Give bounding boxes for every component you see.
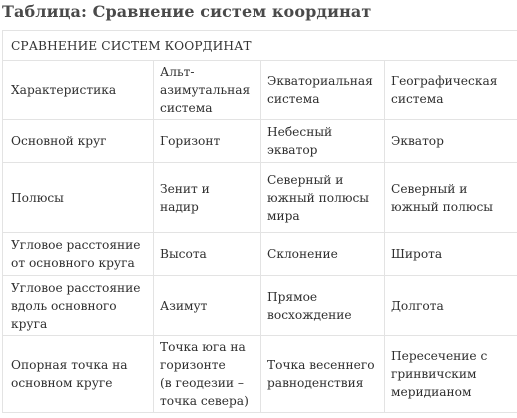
table-cell: Пересечение с гринвичским меридианом [385, 336, 517, 413]
table-row [3, 120, 517, 163]
table-row [3, 233, 517, 276]
table-cell: Высота [154, 233, 261, 276]
table-cell: Опорная точка на основном круге [3, 336, 154, 413]
table-cell: Горизонт [154, 120, 261, 163]
header-cell-altazimuth: Альт- азимутальная система [154, 61, 261, 120]
table-cell: Долгота [385, 276, 517, 336]
table-cell: Небесный экватор [261, 120, 385, 163]
header-cell-geographic: Географическая система [385, 61, 517, 120]
table-cell: Широта [385, 233, 517, 276]
table-cell: Точка юга на горизонте (в геодезии – точка севера) [154, 336, 261, 413]
table-cell: Экватор [385, 120, 517, 163]
comparison-table-container [2, 30, 517, 418]
table-row [3, 163, 517, 233]
table-header-row [3, 61, 517, 120]
table-caption-row [3, 31, 517, 61]
table-caption: СРАВНЕНИЕ СИСТЕМ КООРДИНАТ [3, 31, 517, 61]
table-cell: Угловое расстояние вдоль основного круга [3, 276, 154, 336]
header-cell-equatorial: Экваториальная система [261, 61, 385, 120]
header-cell-characteristic: Характеристика [3, 61, 154, 120]
table-cell: Полюсы [3, 163, 154, 233]
coordinate-systems-table [2, 30, 517, 413]
table-cell: Прямое восхождение [261, 276, 385, 336]
table-cell: Северный и южный полюсы [385, 163, 517, 233]
table-cell: Зенит и надир [154, 163, 261, 233]
table-cell: Угловое расстояние от основного круга [3, 233, 154, 276]
table-row [3, 276, 517, 336]
table-cell: Азимут [154, 276, 261, 336]
table-cell: Основной круг [3, 120, 154, 163]
table-row [3, 336, 517, 413]
table-cell: Северный и южный полюсы мира [261, 163, 385, 233]
table-cell: Точка весеннего равноденствия [261, 336, 385, 413]
page-title: Таблица: Сравнение систем координат [2, 2, 372, 21]
table-cell: Склонение [261, 233, 385, 276]
table-body [3, 31, 517, 413]
